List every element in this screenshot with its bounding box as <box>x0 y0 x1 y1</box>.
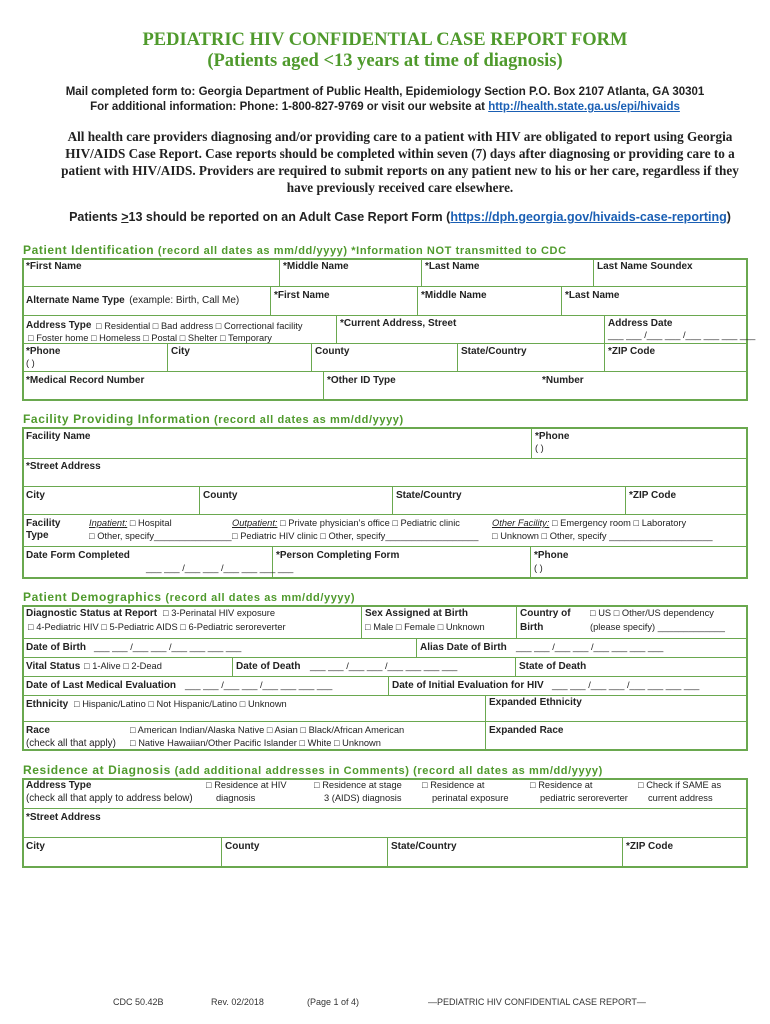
race-options-1[interactable]: □ American Indian/Alaska Native □ Asian □ Black/African American <box>130 725 405 735</box>
last-eval-field[interactable]: ___ ___ /___ ___ /___ ___ ___ ___ <box>185 680 333 690</box>
address-date-field[interactable]: ___ ___ /___ ___ /___ ___ ___ ___ <box>608 330 756 340</box>
res-hiv-dx-label: diagnosis <box>216 793 256 803</box>
residence-box <box>22 778 748 868</box>
ethnicity-label: Ethnicity <box>26 699 69 710</box>
alt-middle-name-field[interactable]: *Middle Name <box>421 290 487 301</box>
section-residence: Residence at Diagnosis (add additional addresses in Comments) (record all dates as mm/dd/yyyy) <box>23 763 603 777</box>
country-specify-field[interactable]: (please specify) _____________ <box>590 622 725 632</box>
residence-address-type-label: Address Type <box>26 780 92 791</box>
address-type-label: Address Type <box>26 320 92 331</box>
inpatient-other-checkbox[interactable]: □ Other, specify_______________ <box>89 531 232 541</box>
facility-name-field[interactable]: Facility Name <box>26 431 91 442</box>
res-same-address-label: current address <box>648 793 713 803</box>
intro-paragraph: All health care providers diagnosing and/or providing care to a patient with HIV are obligated to report using Georgia HIV/AIDS Case Report. Case reports should be completed within seven (7) days after diagnosing or providing care to a patient with HIV/AIDS. Providers are required to submit reports on any patient new to his or her care, regardless if they have previously received care elsewhere. <box>61 129 739 195</box>
alias-dob-field[interactable]: ___ ___ /___ ___ /___ ___ ___ ___ <box>516 642 664 652</box>
last-eval-label: Date of Last Medical Evaluation <box>26 680 177 691</box>
number-field[interactable]: *Number <box>542 375 584 386</box>
inpatient-hospital-checkbox[interactable]: □ Hospital <box>129 518 172 528</box>
expanded-race-field[interactable]: Expanded Race <box>489 725 564 736</box>
residence-county-field[interactable]: County <box>225 841 260 852</box>
form-subtitle: (Patients aged <13 years at time of diagnosis) <box>207 51 563 71</box>
mail-instructions: Mail completed form to: Georgia Department of Public Health, Epidemiology Section P.O. Box 2107 Atlanta, GA 30301 <box>65 86 705 98</box>
facility-zip-field[interactable]: *ZIP Code <box>629 490 677 501</box>
facility-phone-label: *Phone <box>535 431 570 442</box>
outpatient-group: Outpatient: □ Private physician’s office □ Pediatric clinic <box>232 518 460 528</box>
other-facility-options-2[interactable]: □ Unknown □ Other, specify ____________________ <box>492 531 713 541</box>
other-facility-group: Other Facility: □ Emergency room □ Laboratory <box>492 518 687 528</box>
residence-check-note: (check all that apply to address below) <box>26 793 193 804</box>
country-of-birth-label: Country of <box>520 608 571 619</box>
facility-street-field[interactable]: *Street Address <box>26 461 101 472</box>
residence-state-field[interactable]: State/Country <box>391 841 457 852</box>
res-aids-dx-checkbox[interactable]: □ Residence at stage <box>314 780 402 790</box>
footer-form-number: CDC 50.42B <box>113 997 164 1007</box>
residence-city-field[interactable]: City <box>26 841 45 852</box>
res-seroreverter-label: pediatric seroreverter <box>540 793 628 803</box>
section-facility: Facility Providing Information (record all dates as mm/dd/yyyy) <box>23 412 404 426</box>
completer-phone-label: *Phone <box>534 550 569 561</box>
init-eval-field[interactable]: ___ ___ /___ ___ /___ ___ ___ ___ <box>552 680 700 690</box>
state-of-death-field[interactable]: State of Death <box>519 661 587 672</box>
state-field[interactable]: State/Country <box>461 346 527 357</box>
res-perinatal-checkbox[interactable]: □ Residence at <box>422 780 485 790</box>
mrn-field[interactable]: *Medical Record Number <box>26 375 145 386</box>
race-check-note: (check all that apply) <box>26 738 116 749</box>
date-completed-field[interactable]: ___ ___ /___ ___ /___ ___ ___ ___ <box>146 563 294 573</box>
facility-county-field[interactable]: County <box>203 490 238 501</box>
res-hiv-dx-checkbox[interactable]: □ Residence at HIV <box>206 780 287 790</box>
first-name-field[interactable]: *First Name <box>26 261 82 272</box>
inpatient-group: Inpatient: □ Hospital <box>89 518 172 528</box>
residence-zip-field[interactable]: *ZIP Code <box>626 841 674 852</box>
dob-label: Date of Birth <box>26 642 86 653</box>
sex-at-birth-label: Sex Assigned at Birth <box>365 608 468 619</box>
diagnostic-status-label: Diagnostic Status at Report <box>26 608 158 619</box>
dob-field[interactable]: ___ ___ /___ ___ /___ ___ ___ ___ <box>94 642 242 652</box>
county-field[interactable]: County <box>315 346 350 357</box>
info-line <box>0 101 770 113</box>
completer-phone-field[interactable]: ( ) <box>534 563 543 573</box>
vital-status-label: Vital Status <box>26 661 81 672</box>
alias-dob-label: Alias Date of Birth <box>420 642 507 653</box>
country-options[interactable]: □ US □ Other/US dependency <box>590 608 714 618</box>
person-completing-field[interactable]: *Person Completing Form <box>276 550 400 561</box>
address-type-options-2[interactable]: □ Foster home □ Homeless □ Postal □ Shelter □ Temporary <box>28 333 272 343</box>
outpatient-options[interactable]: □ Private physician’s office □ Pediatric clinic <box>280 518 460 528</box>
ethnicity-options[interactable]: □ Hispanic/Latino □ Not Hispanic/Latino □ Unknown <box>74 699 287 709</box>
current-address-field[interactable]: *Current Address, Street <box>340 318 457 329</box>
soundex-field[interactable]: Last Name Soundex <box>597 261 693 272</box>
adult-form-link[interactable]: https://dph.georgia.gov/hivaids-case-reporting <box>450 210 727 224</box>
footer-label: —PEDIATRIC HIV CONFIDENTIAL CASE REPORT— <box>428 997 646 1007</box>
outpatient-options-2[interactable]: □ Pediatric HIV clinic □ Other, specify__________________ <box>232 531 479 541</box>
phone-field[interactable]: ( ) <box>26 358 35 368</box>
date-completed-label: Date Form Completed <box>26 550 130 561</box>
race-label: Race <box>26 725 50 736</box>
birth-label: Birth <box>520 622 544 633</box>
facility-phone-field[interactable]: ( ) <box>535 443 544 453</box>
init-eval-label: Date of Initial Evaluation for HIV <box>392 680 544 691</box>
adult-form-note: Patients >13 should be reported on an Adult Case Report Form (https://dph.georgia.gov/hivaids-case-reporting) <box>69 210 731 224</box>
website-link[interactable]: http://health.state.ga.us/epi/hivaids <box>488 101 680 113</box>
other-facility-options[interactable]: □ Emergency room □ Laboratory <box>551 518 687 528</box>
section-patient-identification: Patient Identification (record all dates as mm/dd/yyyy) *Information NOT transmitted to CDC <box>23 243 567 257</box>
facility-type-label: Facility <box>26 518 61 529</box>
footer-revision: Rev. 02/2018 <box>211 997 264 1007</box>
dod-field[interactable]: ___ ___ /___ ___ /___ ___ ___ ___ <box>310 661 458 671</box>
info-prefix: For additional information: Phone: 1-800-827-9769 or visit our website at <box>90 101 489 113</box>
city-field[interactable]: City <box>171 346 190 357</box>
last-name-field[interactable]: *Last Name <box>425 261 480 272</box>
footer-page: (Page 1 of 4) <box>307 997 360 1007</box>
residence-street-field[interactable]: *Street Address <box>26 812 101 823</box>
race-options-2[interactable]: □ Native Hawaiian/Other Pacific Islander □ White □ Unknown <box>130 738 381 748</box>
diag-status-3-checkbox[interactable]: □ 3-Perinatal HIV exposure <box>163 608 276 618</box>
form-title: PEDIATRIC HIV CONFIDENTIAL CASE REPORT FORM <box>142 30 628 50</box>
middle-name-field[interactable]: *Middle Name <box>283 261 349 272</box>
res-aids-dx-label: 3 (AIDS) diagnosis <box>324 793 402 803</box>
address-date-label: Address Date <box>608 318 673 329</box>
diag-status-options[interactable]: □ 4-Pediatric HIV □ 5-Pediatric AIDS □ 6-Pediatric seroreverter <box>28 622 286 632</box>
section-demographics: Patient Demographics (record all dates as mm/dd/yyyy) <box>23 590 356 604</box>
alt-last-name-field[interactable]: *Last Name <box>565 290 620 301</box>
facility-city-field[interactable]: City <box>26 490 45 501</box>
res-perinatal-label: perinatal exposure <box>432 793 509 803</box>
facility-state-field[interactable]: State/Country <box>396 490 462 501</box>
facility-type-label-2: Type <box>26 530 49 541</box>
alt-name-type-field[interactable]: Alternate Name Type (example: Birth, Call Me) <box>26 295 240 306</box>
res-same-address-checkbox[interactable]: □ Check if SAME as <box>638 780 722 790</box>
res-seroreverter-checkbox[interactable]: □ Residence at <box>530 780 593 790</box>
alt-first-name-field[interactable]: *First Name <box>274 290 330 301</box>
dod-label: Date of Death <box>236 661 301 672</box>
expanded-ethnicity-field[interactable]: Expanded Ethnicity <box>489 697 582 708</box>
other-id-field[interactable]: *Other ID Type <box>327 375 396 386</box>
sex-options[interactable]: □ Male □ Female □ Unknown <box>365 622 485 632</box>
address-type-options-1[interactable]: □ Residential □ Bad address □ Correctional facility <box>96 321 303 331</box>
phone-label: *Phone <box>26 346 61 357</box>
vital-status-options[interactable]: □ 1-Alive □ 2-Dead <box>84 661 162 671</box>
zip-field[interactable]: *ZIP Code <box>608 346 656 357</box>
